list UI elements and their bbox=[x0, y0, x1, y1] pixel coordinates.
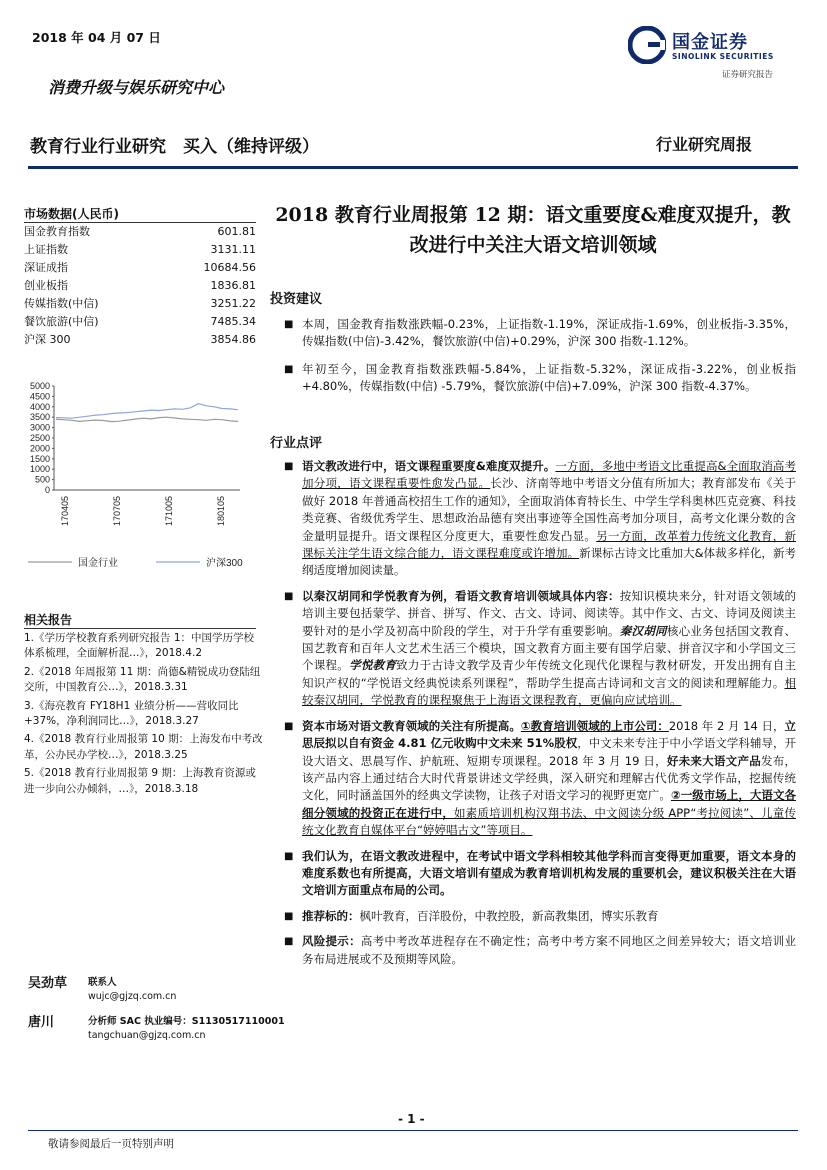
invest-advice-body bbox=[284, 316, 796, 396]
analyst-1 bbox=[28, 972, 67, 991]
comment-paragraph: ■ 资本市场对语文教育领域的关注有所提高。①教育培训领域的上市公司：2018 年 2 月 14 日，立思辰拟以自有资金 4.81 亿元收购中文未来 51%股权，中文未来专注于中小学语文学科辅导，开设大语文、思晨写作、护航班、短期专项课程。2018 年 3 月 19 日，好未来大语文产品发布，该产品内容上通过结合大时代背景讲述文学经典，深入研究和理解古代优秀文学作品，挖掘传统文化，同时涵盖国外的经典文学读物，让孩子对语文学习的视野更宽广。②一级市场上，大语文各细分领域的投资正在进行中，如素质培训机构汉翔书法、中文阅读分级 APP“考拉阅读”、儿童传统文化教育自媒体平台“婷婷唱古文”等项目。 bbox=[284, 718, 796, 840]
y-tick-label: 5000 bbox=[29, 381, 50, 391]
comment-paragraph: ■ 语文教改进行中，语文课程重要度&难度双提升。一方面，多地中考语文比重提高&全面取消高考加分项，语文课程重要性愈发凸显。长沙、济南等地中考语文分值有所加大；教育部发布《关于做好 2018 年普通高校招生工作的通知》，全面取消体育特长生、中学生学科奥林匹克竞赛、科技类竞赛、省级优秀学生、思想政治品德有突出事迹等全国性高考加分项目，高考文化课分数的含金量明显提升。语文课程区分度更大，重要性愈发凸显。另一方面，改革着力传统文化教育，新课标关注学生语文综合能力，语文课程难度或许增加。新课标古诗文比重加大&体裁多样化，新考纲适度增加阅读量。 bbox=[284, 458, 796, 580]
risk-warning: ■ 风险提示：高考中考改革进程存在不确定性；高考中考方案不同地区之间差异较大；语文培训业务布局进展或不及预期等风险。 bbox=[284, 933, 796, 968]
logo-name: 国金证券 bbox=[672, 32, 748, 53]
invest-item: ■ 年初至今，国金教育指数涨跌幅-5.84%，上证指数-5.32%，深证成指-3.22%，创业板指+4.80%，传媒指数(中信) -5.79%，餐饮旅游(中信)+7.09%，沪深 300 指数-4.37%。 bbox=[284, 361, 796, 396]
x-tick-label: 170705 bbox=[112, 496, 122, 527]
header-divider bbox=[28, 166, 798, 169]
report-date: 2018 年 04 月 07 日 bbox=[32, 30, 161, 45]
analyst-name: 唐川 bbox=[28, 1015, 55, 1030]
invest-advice-title: 投资建议 bbox=[270, 292, 323, 307]
analyst-email[interactable]: wujc@gjzq.com.cn bbox=[88, 991, 177, 1002]
y-tick-label: 0 bbox=[44, 485, 50, 495]
recommended-stocks: ■ 推荐标的：枫叶教育，百洋股份，中教控股，新高教集团，博实乐教育 bbox=[284, 908, 796, 925]
industry-comment-title: 行业点评 bbox=[270, 436, 323, 451]
related-report-item[interactable]: 4.《2018 教育行业周报第 10 期：上海发布中考改革，公办民办学校…》，2018.3.25 bbox=[24, 733, 263, 761]
industry-rating: 教育行业行业研究 买入（维持评级） bbox=[30, 137, 319, 157]
market-row: 创业板指 1836.81 bbox=[24, 279, 256, 292]
analyst-2-info bbox=[88, 1015, 285, 1043]
logo-subtitle: 证券研究报告 bbox=[722, 70, 774, 80]
legend-label-0: 国金行业 bbox=[78, 558, 118, 569]
company-logo bbox=[628, 24, 798, 80]
y-tick-label: 2000 bbox=[29, 443, 50, 454]
analyst-role: 分析师 SAC 执业编号：S1130517110001 bbox=[88, 1016, 285, 1027]
market-row: 上证指数 3131.11 bbox=[24, 243, 256, 256]
sinolink-logo-icon bbox=[628, 26, 666, 64]
analyst-role: 联系人 bbox=[88, 977, 117, 988]
footer-divider bbox=[28, 1130, 798, 1131]
comment-paragraph: ■ 以秦汉胡同和学悦教育为例，看语文教育培训领域具体内容：按知识模块来分，针对语文领域的培训主要包括蒙学、拼音、拼写、作文、古文、诗词、阅读等。其中作文、古文、诗词及阅读主要针对的是小学及初高中阶段的学生，对于升学有重要影响。秦汉胡同核心业务包括国文教育、国艺教育和百年人文艺术生活三个模块，国文教育方面主要有国学启蒙、拼音汉字和小学国文三个课程。学悦教育致力于古诗文教学及青少年传统文化现代化课程与教材研发，开发出拥有自主知识产权的“学悦语文经典悦读系列课程”，帮助学生提高古诗词和文言文的阅读和理解能力。相较秦汉胡同，学悦教育的课程聚焦于上海语文课程教育，更偏向应试培训。 bbox=[284, 588, 796, 710]
y-tick-label: 2500 bbox=[29, 433, 50, 443]
series-line-0 bbox=[56, 417, 238, 421]
related-reports-title: 相关报告 bbox=[24, 613, 73, 627]
report-title: 2018 教育行业周报第 12 期：语文重要度&难度双提升，教改进行中关注大语文培训领域 bbox=[275, 204, 791, 256]
y-tick-label: 4500 bbox=[29, 391, 50, 402]
x-tick-label: 180105 bbox=[216, 496, 226, 527]
analyst-email[interactable]: tangchuan@gjzq.com.cn bbox=[88, 1030, 206, 1041]
legend-label-1: 沪深300 bbox=[206, 558, 243, 569]
related-reports-list bbox=[24, 631, 264, 800]
series-line-1 bbox=[56, 404, 238, 419]
market-data-table bbox=[24, 222, 256, 349]
y-tick-label: 500 bbox=[34, 474, 50, 485]
x-tick-label: 171005 bbox=[164, 496, 174, 527]
related-report-item[interactable]: 2.《2018 年周报第 11 期：尚德&精锐成功登陆纽交所，中国教育公…》，2018.3.31 bbox=[24, 665, 261, 694]
y-tick-label: 3000 bbox=[29, 422, 50, 433]
logo-english: SINOLINK SECURITIES bbox=[672, 52, 774, 61]
research-center: 消费升级与娱乐研究中心 bbox=[48, 78, 225, 97]
invest-item: ■ 本周，国金教育指数涨跌幅-0.23%，上证指数-1.19%，深证成指-1.69%，创业板指-3.35%，传媒指数(中信)-3.42%，餐饮旅游(中信)+0.29%，沪深 300 指数-1.12%。 bbox=[284, 316, 796, 351]
x-tick-label: 170405 bbox=[60, 496, 70, 527]
market-row: 传媒指数(中信) 3251.22 bbox=[24, 297, 256, 310]
y-tick-label: 3500 bbox=[29, 412, 50, 423]
related-report-item[interactable]: 3.《海亮教育 FY18H1 业绩分析——营收同比+37%，净利润同比…》，2018.3.27 bbox=[24, 699, 239, 728]
market-row: 深证成指 10684.56 bbox=[24, 261, 256, 274]
y-tick-label: 1500 bbox=[29, 453, 50, 464]
analyst-name: 吴劲草 bbox=[28, 976, 68, 991]
related-divider bbox=[24, 628, 256, 629]
related-report-item[interactable]: 1.《学历学校教育系列研究报告 1：中国学历学校体系梳理，全面解析混…》，2018.4.2 bbox=[24, 632, 255, 660]
comment-paragraph: ■ 我们认为，在语文教改进程中，在考试中语文学科相较其他学科而言变得更加重要，语文本身的难度系数也有所提高，大语文培训有望成为教育培训机构发展的重要机会，建议积极关注在大语文培训方面重点布局的公司。 bbox=[284, 848, 796, 900]
index-line-chart bbox=[20, 376, 260, 588]
y-tick-label: 1000 bbox=[29, 464, 50, 475]
y-tick-label: 4000 bbox=[29, 401, 50, 412]
market-row: 沪深 300 3854.86 bbox=[24, 333, 256, 346]
disclaimer-note: 敬请参阅最后一页特别声明 bbox=[48, 1138, 174, 1150]
report-type: 行业研究周报 bbox=[656, 135, 753, 154]
analyst-2 bbox=[28, 1011, 54, 1030]
market-data-title: 市场数据(人民币) bbox=[24, 207, 119, 221]
page-number: - 1 - bbox=[398, 1112, 425, 1126]
industry-comment-body bbox=[284, 458, 796, 968]
analyst-1-info bbox=[88, 976, 176, 1004]
market-row: 国金教育指数 601.81 bbox=[24, 225, 256, 238]
market-row: 餐饮旅游(中信) 7485.34 bbox=[24, 315, 256, 328]
related-report-item[interactable]: 5.《2018 教育行业周报第 9 期：上海教育资源或进一步向公办倾斜，…》，2018.3.18 bbox=[24, 767, 256, 795]
